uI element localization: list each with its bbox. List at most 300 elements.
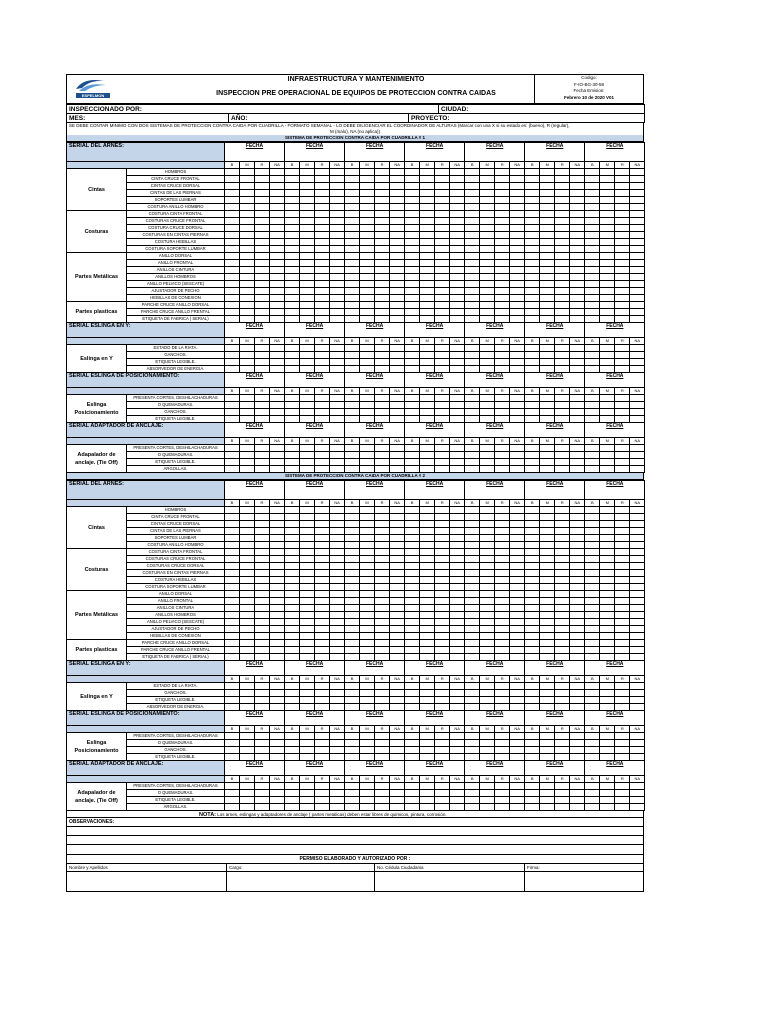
- check-cell[interactable]: [405, 253, 420, 260]
- check-cell[interactable]: [540, 797, 555, 804]
- check-cell[interactable]: [240, 225, 255, 232]
- check-cell[interactable]: [555, 190, 570, 197]
- check-cell[interactable]: [585, 366, 600, 373]
- check-cell[interactable]: [435, 804, 450, 811]
- check-cell[interactable]: [360, 239, 375, 246]
- check-cell[interactable]: [465, 211, 480, 218]
- check-cell[interactable]: [225, 804, 240, 811]
- serial-label[interactable]: SERIAL ESLINGA EN Y:: [67, 661, 225, 676]
- check-cell[interactable]: [285, 409, 300, 416]
- check-cell[interactable]: [525, 267, 540, 274]
- check-cell[interactable]: [375, 640, 390, 647]
- check-cell[interactable]: [495, 395, 510, 402]
- check-cell[interactable]: [480, 176, 495, 183]
- check-cell[interactable]: [300, 633, 315, 640]
- check-cell[interactable]: [435, 570, 450, 577]
- check-cell[interactable]: [225, 295, 240, 302]
- check-cell[interactable]: [450, 804, 465, 811]
- check-cell[interactable]: [480, 211, 495, 218]
- check-cell[interactable]: [495, 654, 510, 661]
- check-cell[interactable]: [240, 459, 255, 466]
- check-cell[interactable]: [465, 395, 480, 402]
- check-cell[interactable]: [285, 459, 300, 466]
- fecha-field[interactable]: FECHA: [585, 323, 645, 338]
- check-cell[interactable]: [555, 197, 570, 204]
- check-cell[interactable]: [330, 345, 345, 352]
- check-cell[interactable]: [570, 395, 585, 402]
- check-cell[interactable]: [405, 683, 420, 690]
- check-cell[interactable]: [285, 619, 300, 626]
- check-cell[interactable]: [450, 316, 465, 323]
- check-cell[interactable]: [555, 783, 570, 790]
- check-cell[interactable]: [555, 232, 570, 239]
- check-cell[interactable]: [225, 754, 240, 761]
- check-cell[interactable]: [555, 452, 570, 459]
- check-cell[interactable]: [360, 754, 375, 761]
- check-cell[interactable]: [465, 466, 480, 473]
- check-cell[interactable]: [540, 395, 555, 402]
- check-cell[interactable]: [240, 633, 255, 640]
- check-cell[interactable]: [630, 183, 645, 190]
- check-cell[interactable]: [495, 570, 510, 577]
- check-cell[interactable]: [255, 359, 270, 366]
- check-cell[interactable]: [330, 577, 345, 584]
- check-cell[interactable]: [360, 295, 375, 302]
- check-cell[interactable]: [270, 352, 285, 359]
- check-cell[interactable]: [285, 445, 300, 452]
- check-cell[interactable]: [450, 556, 465, 563]
- check-cell[interactable]: [255, 549, 270, 556]
- check-cell[interactable]: [270, 260, 285, 267]
- fecha-field[interactable]: FECHA: [525, 143, 585, 162]
- check-cell[interactable]: [540, 253, 555, 260]
- check-cell[interactable]: [570, 584, 585, 591]
- check-cell[interactable]: [240, 452, 255, 459]
- check-cell[interactable]: [285, 577, 300, 584]
- check-cell[interactable]: [480, 352, 495, 359]
- check-cell[interactable]: [450, 542, 465, 549]
- check-cell[interactable]: [285, 169, 300, 176]
- check-cell[interactable]: [555, 246, 570, 253]
- check-cell[interactable]: [450, 352, 465, 359]
- check-cell[interactable]: [465, 556, 480, 563]
- check-cell[interactable]: [585, 747, 600, 754]
- check-cell[interactable]: [480, 654, 495, 661]
- check-cell[interactable]: [375, 804, 390, 811]
- check-cell[interactable]: [345, 690, 360, 697]
- check-cell[interactable]: [585, 619, 600, 626]
- check-cell[interactable]: [315, 542, 330, 549]
- check-cell[interactable]: [555, 591, 570, 598]
- check-cell[interactable]: [435, 740, 450, 747]
- check-cell[interactable]: [480, 733, 495, 740]
- check-cell[interactable]: [555, 626, 570, 633]
- check-cell[interactable]: [570, 359, 585, 366]
- check-cell[interactable]: [435, 563, 450, 570]
- check-cell[interactable]: [495, 733, 510, 740]
- check-cell[interactable]: [540, 626, 555, 633]
- check-cell[interactable]: [270, 169, 285, 176]
- check-cell[interactable]: [585, 445, 600, 452]
- check-cell[interactable]: [270, 239, 285, 246]
- check-cell[interactable]: [465, 253, 480, 260]
- check-cell[interactable]: [465, 549, 480, 556]
- check-cell[interactable]: [270, 521, 285, 528]
- check-cell[interactable]: [450, 452, 465, 459]
- check-cell[interactable]: [435, 211, 450, 218]
- check-cell[interactable]: [540, 654, 555, 661]
- check-cell[interactable]: [510, 683, 525, 690]
- fecha-field[interactable]: FECHA: [585, 423, 645, 438]
- check-cell[interactable]: [315, 169, 330, 176]
- check-cell[interactable]: [585, 302, 600, 309]
- check-cell[interactable]: [540, 619, 555, 626]
- serial-label[interactable]: SERIAL ESLINGA DE POSICIONAMIENTO:: [67, 373, 225, 388]
- check-cell[interactable]: [465, 654, 480, 661]
- check-cell[interactable]: [315, 295, 330, 302]
- check-cell[interactable]: [285, 218, 300, 225]
- check-cell[interactable]: [360, 211, 375, 218]
- check-cell[interactable]: [630, 225, 645, 232]
- check-cell[interactable]: [585, 733, 600, 740]
- check-cell[interactable]: [330, 169, 345, 176]
- check-cell[interactable]: [465, 612, 480, 619]
- check-cell[interactable]: [285, 647, 300, 654]
- check-cell[interactable]: [555, 647, 570, 654]
- check-cell[interactable]: [360, 528, 375, 535]
- check-cell[interactable]: [300, 521, 315, 528]
- check-cell[interactable]: [225, 654, 240, 661]
- fecha-field[interactable]: FECHA: [525, 323, 585, 338]
- check-cell[interactable]: [225, 647, 240, 654]
- check-cell[interactable]: [420, 267, 435, 274]
- check-cell[interactable]: [630, 556, 645, 563]
- check-cell[interactable]: [540, 570, 555, 577]
- check-cell[interactable]: [510, 190, 525, 197]
- check-cell[interactable]: [225, 563, 240, 570]
- check-cell[interactable]: [300, 754, 315, 761]
- check-cell[interactable]: [270, 345, 285, 352]
- check-cell[interactable]: [330, 535, 345, 542]
- check-cell[interactable]: [540, 754, 555, 761]
- check-cell[interactable]: [405, 190, 420, 197]
- check-cell[interactable]: [360, 169, 375, 176]
- check-cell[interactable]: [510, 366, 525, 373]
- check-cell[interactable]: [585, 790, 600, 797]
- check-cell[interactable]: [435, 225, 450, 232]
- check-cell[interactable]: [375, 402, 390, 409]
- check-cell[interactable]: [495, 176, 510, 183]
- check-cell[interactable]: [495, 740, 510, 747]
- check-cell[interactable]: [360, 570, 375, 577]
- check-cell[interactable]: [510, 288, 525, 295]
- check-cell[interactable]: [300, 466, 315, 473]
- check-cell[interactable]: [420, 204, 435, 211]
- check-cell[interactable]: [480, 626, 495, 633]
- check-cell[interactable]: [465, 197, 480, 204]
- check-cell[interactable]: [300, 514, 315, 521]
- check-cell[interactable]: [300, 740, 315, 747]
- check-cell[interactable]: [330, 366, 345, 373]
- check-cell[interactable]: [525, 619, 540, 626]
- check-cell[interactable]: [240, 295, 255, 302]
- check-cell[interactable]: [270, 797, 285, 804]
- check-cell[interactable]: [375, 352, 390, 359]
- check-cell[interactable]: [285, 612, 300, 619]
- check-cell[interactable]: [255, 654, 270, 661]
- check-cell[interactable]: [615, 754, 630, 761]
- check-cell[interactable]: [420, 790, 435, 797]
- check-cell[interactable]: [555, 528, 570, 535]
- check-cell[interactable]: [270, 190, 285, 197]
- check-cell[interactable]: [630, 466, 645, 473]
- check-cell[interactable]: [420, 176, 435, 183]
- check-cell[interactable]: [495, 260, 510, 267]
- check-cell[interactable]: [405, 295, 420, 302]
- check-cell[interactable]: [375, 584, 390, 591]
- check-cell[interactable]: [390, 239, 405, 246]
- check-cell[interactable]: [315, 345, 330, 352]
- check-cell[interactable]: [375, 747, 390, 754]
- check-cell[interactable]: [375, 740, 390, 747]
- check-cell[interactable]: [480, 619, 495, 626]
- check-cell[interactable]: [585, 563, 600, 570]
- check-cell[interactable]: [405, 535, 420, 542]
- check-cell[interactable]: [615, 466, 630, 473]
- check-cell[interactable]: [420, 402, 435, 409]
- check-cell[interactable]: [315, 352, 330, 359]
- check-cell[interactable]: [465, 183, 480, 190]
- check-cell[interactable]: [615, 345, 630, 352]
- check-cell[interactable]: [390, 577, 405, 584]
- check-cell[interactable]: [495, 783, 510, 790]
- check-cell[interactable]: [615, 225, 630, 232]
- check-cell[interactable]: [375, 274, 390, 281]
- check-cell[interactable]: [600, 169, 615, 176]
- check-cell[interactable]: [615, 169, 630, 176]
- check-cell[interactable]: [630, 445, 645, 452]
- check-cell[interactable]: [285, 183, 300, 190]
- check-cell[interactable]: [375, 295, 390, 302]
- check-cell[interactable]: [285, 395, 300, 402]
- check-cell[interactable]: [240, 584, 255, 591]
- check-cell[interactable]: [630, 619, 645, 626]
- check-cell[interactable]: [315, 445, 330, 452]
- check-cell[interactable]: [360, 633, 375, 640]
- check-cell[interactable]: [330, 183, 345, 190]
- check-cell[interactable]: [330, 274, 345, 281]
- check-cell[interactable]: [390, 626, 405, 633]
- check-cell[interactable]: [585, 797, 600, 804]
- check-cell[interactable]: [330, 521, 345, 528]
- check-cell[interactable]: [540, 747, 555, 754]
- check-cell[interactable]: [270, 577, 285, 584]
- check-cell[interactable]: [330, 598, 345, 605]
- check-cell[interactable]: [255, 584, 270, 591]
- check-cell[interactable]: [540, 246, 555, 253]
- check-cell[interactable]: [390, 359, 405, 366]
- check-cell[interactable]: [315, 366, 330, 373]
- check-cell[interactable]: [540, 452, 555, 459]
- check-cell[interactable]: [465, 190, 480, 197]
- check-cell[interactable]: [375, 704, 390, 711]
- check-cell[interactable]: [405, 542, 420, 549]
- check-cell[interactable]: [495, 246, 510, 253]
- check-cell[interactable]: [330, 733, 345, 740]
- check-cell[interactable]: [270, 690, 285, 697]
- check-cell[interactable]: [540, 577, 555, 584]
- check-cell[interactable]: [510, 612, 525, 619]
- check-cell[interactable]: [345, 640, 360, 647]
- check-cell[interactable]: [570, 605, 585, 612]
- check-cell[interactable]: [345, 654, 360, 661]
- check-cell[interactable]: [540, 409, 555, 416]
- check-cell[interactable]: [225, 542, 240, 549]
- check-cell[interactable]: [420, 232, 435, 239]
- check-cell[interactable]: [345, 295, 360, 302]
- check-cell[interactable]: [465, 514, 480, 521]
- check-cell[interactable]: [465, 797, 480, 804]
- check-cell[interactable]: [240, 260, 255, 267]
- check-cell[interactable]: [510, 556, 525, 563]
- check-cell[interactable]: [330, 267, 345, 274]
- check-cell[interactable]: [600, 409, 615, 416]
- check-cell[interactable]: [360, 647, 375, 654]
- check-cell[interactable]: [540, 352, 555, 359]
- check-cell[interactable]: [315, 359, 330, 366]
- check-cell[interactable]: [435, 747, 450, 754]
- check-cell[interactable]: [345, 697, 360, 704]
- check-cell[interactable]: [465, 740, 480, 747]
- check-cell[interactable]: [450, 281, 465, 288]
- check-cell[interactable]: [300, 577, 315, 584]
- check-cell[interactable]: [240, 535, 255, 542]
- check-cell[interactable]: [585, 260, 600, 267]
- check-cell[interactable]: [225, 183, 240, 190]
- check-cell[interactable]: [435, 549, 450, 556]
- check-cell[interactable]: [300, 197, 315, 204]
- check-cell[interactable]: [510, 204, 525, 211]
- check-cell[interactable]: [345, 740, 360, 747]
- check-cell[interactable]: [255, 274, 270, 281]
- check-cell[interactable]: [555, 281, 570, 288]
- check-cell[interactable]: [420, 302, 435, 309]
- check-cell[interactable]: [315, 591, 330, 598]
- check-cell[interactable]: [405, 754, 420, 761]
- check-cell[interactable]: [390, 605, 405, 612]
- check-cell[interactable]: [570, 302, 585, 309]
- check-cell[interactable]: [285, 211, 300, 218]
- check-cell[interactable]: [435, 445, 450, 452]
- check-cell[interactable]: [450, 683, 465, 690]
- check-cell[interactable]: [330, 697, 345, 704]
- check-cell[interactable]: [345, 466, 360, 473]
- check-cell[interactable]: [600, 366, 615, 373]
- check-cell[interactable]: [480, 804, 495, 811]
- check-cell[interactable]: [600, 225, 615, 232]
- check-cell[interactable]: [225, 598, 240, 605]
- check-cell[interactable]: [465, 754, 480, 761]
- check-cell[interactable]: [315, 507, 330, 514]
- check-cell[interactable]: [405, 309, 420, 316]
- check-cell[interactable]: [285, 797, 300, 804]
- check-cell[interactable]: [495, 612, 510, 619]
- check-cell[interactable]: [600, 754, 615, 761]
- check-cell[interactable]: [360, 352, 375, 359]
- check-cell[interactable]: [270, 733, 285, 740]
- check-cell[interactable]: [495, 316, 510, 323]
- check-cell[interactable]: [315, 197, 330, 204]
- check-cell[interactable]: [600, 260, 615, 267]
- check-cell[interactable]: [345, 281, 360, 288]
- check-cell[interactable]: [510, 452, 525, 459]
- check-cell[interactable]: [510, 359, 525, 366]
- check-cell[interactable]: [495, 640, 510, 647]
- check-cell[interactable]: [285, 260, 300, 267]
- check-cell[interactable]: [570, 218, 585, 225]
- check-cell[interactable]: [255, 640, 270, 647]
- check-cell[interactable]: [465, 274, 480, 281]
- check-cell[interactable]: [480, 183, 495, 190]
- check-cell[interactable]: [390, 459, 405, 466]
- fecha-field[interactable]: FECHA: [285, 711, 345, 726]
- check-cell[interactable]: [510, 309, 525, 316]
- check-cell[interactable]: [540, 309, 555, 316]
- check-cell[interactable]: [300, 528, 315, 535]
- check-cell[interactable]: [570, 274, 585, 281]
- check-cell[interactable]: [495, 183, 510, 190]
- check-cell[interactable]: [360, 366, 375, 373]
- check-cell[interactable]: [240, 733, 255, 740]
- check-cell[interactable]: [390, 309, 405, 316]
- check-cell[interactable]: [480, 790, 495, 797]
- check-cell[interactable]: [360, 281, 375, 288]
- check-cell[interactable]: [240, 232, 255, 239]
- check-cell[interactable]: [420, 556, 435, 563]
- check-cell[interactable]: [510, 402, 525, 409]
- check-cell[interactable]: [540, 190, 555, 197]
- check-cell[interactable]: [465, 409, 480, 416]
- check-cell[interactable]: [360, 605, 375, 612]
- check-cell[interactable]: [540, 466, 555, 473]
- check-cell[interactable]: [285, 633, 300, 640]
- check-cell[interactable]: [495, 619, 510, 626]
- check-cell[interactable]: [435, 316, 450, 323]
- check-cell[interactable]: [270, 281, 285, 288]
- check-cell[interactable]: [300, 267, 315, 274]
- check-cell[interactable]: [600, 570, 615, 577]
- check-cell[interactable]: [510, 640, 525, 647]
- check-cell[interactable]: [525, 528, 540, 535]
- check-cell[interactable]: [225, 790, 240, 797]
- check-cell[interactable]: [465, 598, 480, 605]
- check-cell[interactable]: [255, 218, 270, 225]
- check-cell[interactable]: [330, 633, 345, 640]
- check-cell[interactable]: [570, 747, 585, 754]
- check-cell[interactable]: [240, 783, 255, 790]
- check-cell[interactable]: [315, 204, 330, 211]
- check-cell[interactable]: [390, 598, 405, 605]
- check-cell[interactable]: [345, 197, 360, 204]
- check-cell[interactable]: [585, 246, 600, 253]
- check-cell[interactable]: [450, 176, 465, 183]
- check-cell[interactable]: [345, 366, 360, 373]
- check-cell[interactable]: [480, 402, 495, 409]
- check-cell[interactable]: [315, 452, 330, 459]
- check-cell[interactable]: [540, 176, 555, 183]
- fecha-field[interactable]: FECHA: [585, 373, 645, 388]
- check-cell[interactable]: [510, 466, 525, 473]
